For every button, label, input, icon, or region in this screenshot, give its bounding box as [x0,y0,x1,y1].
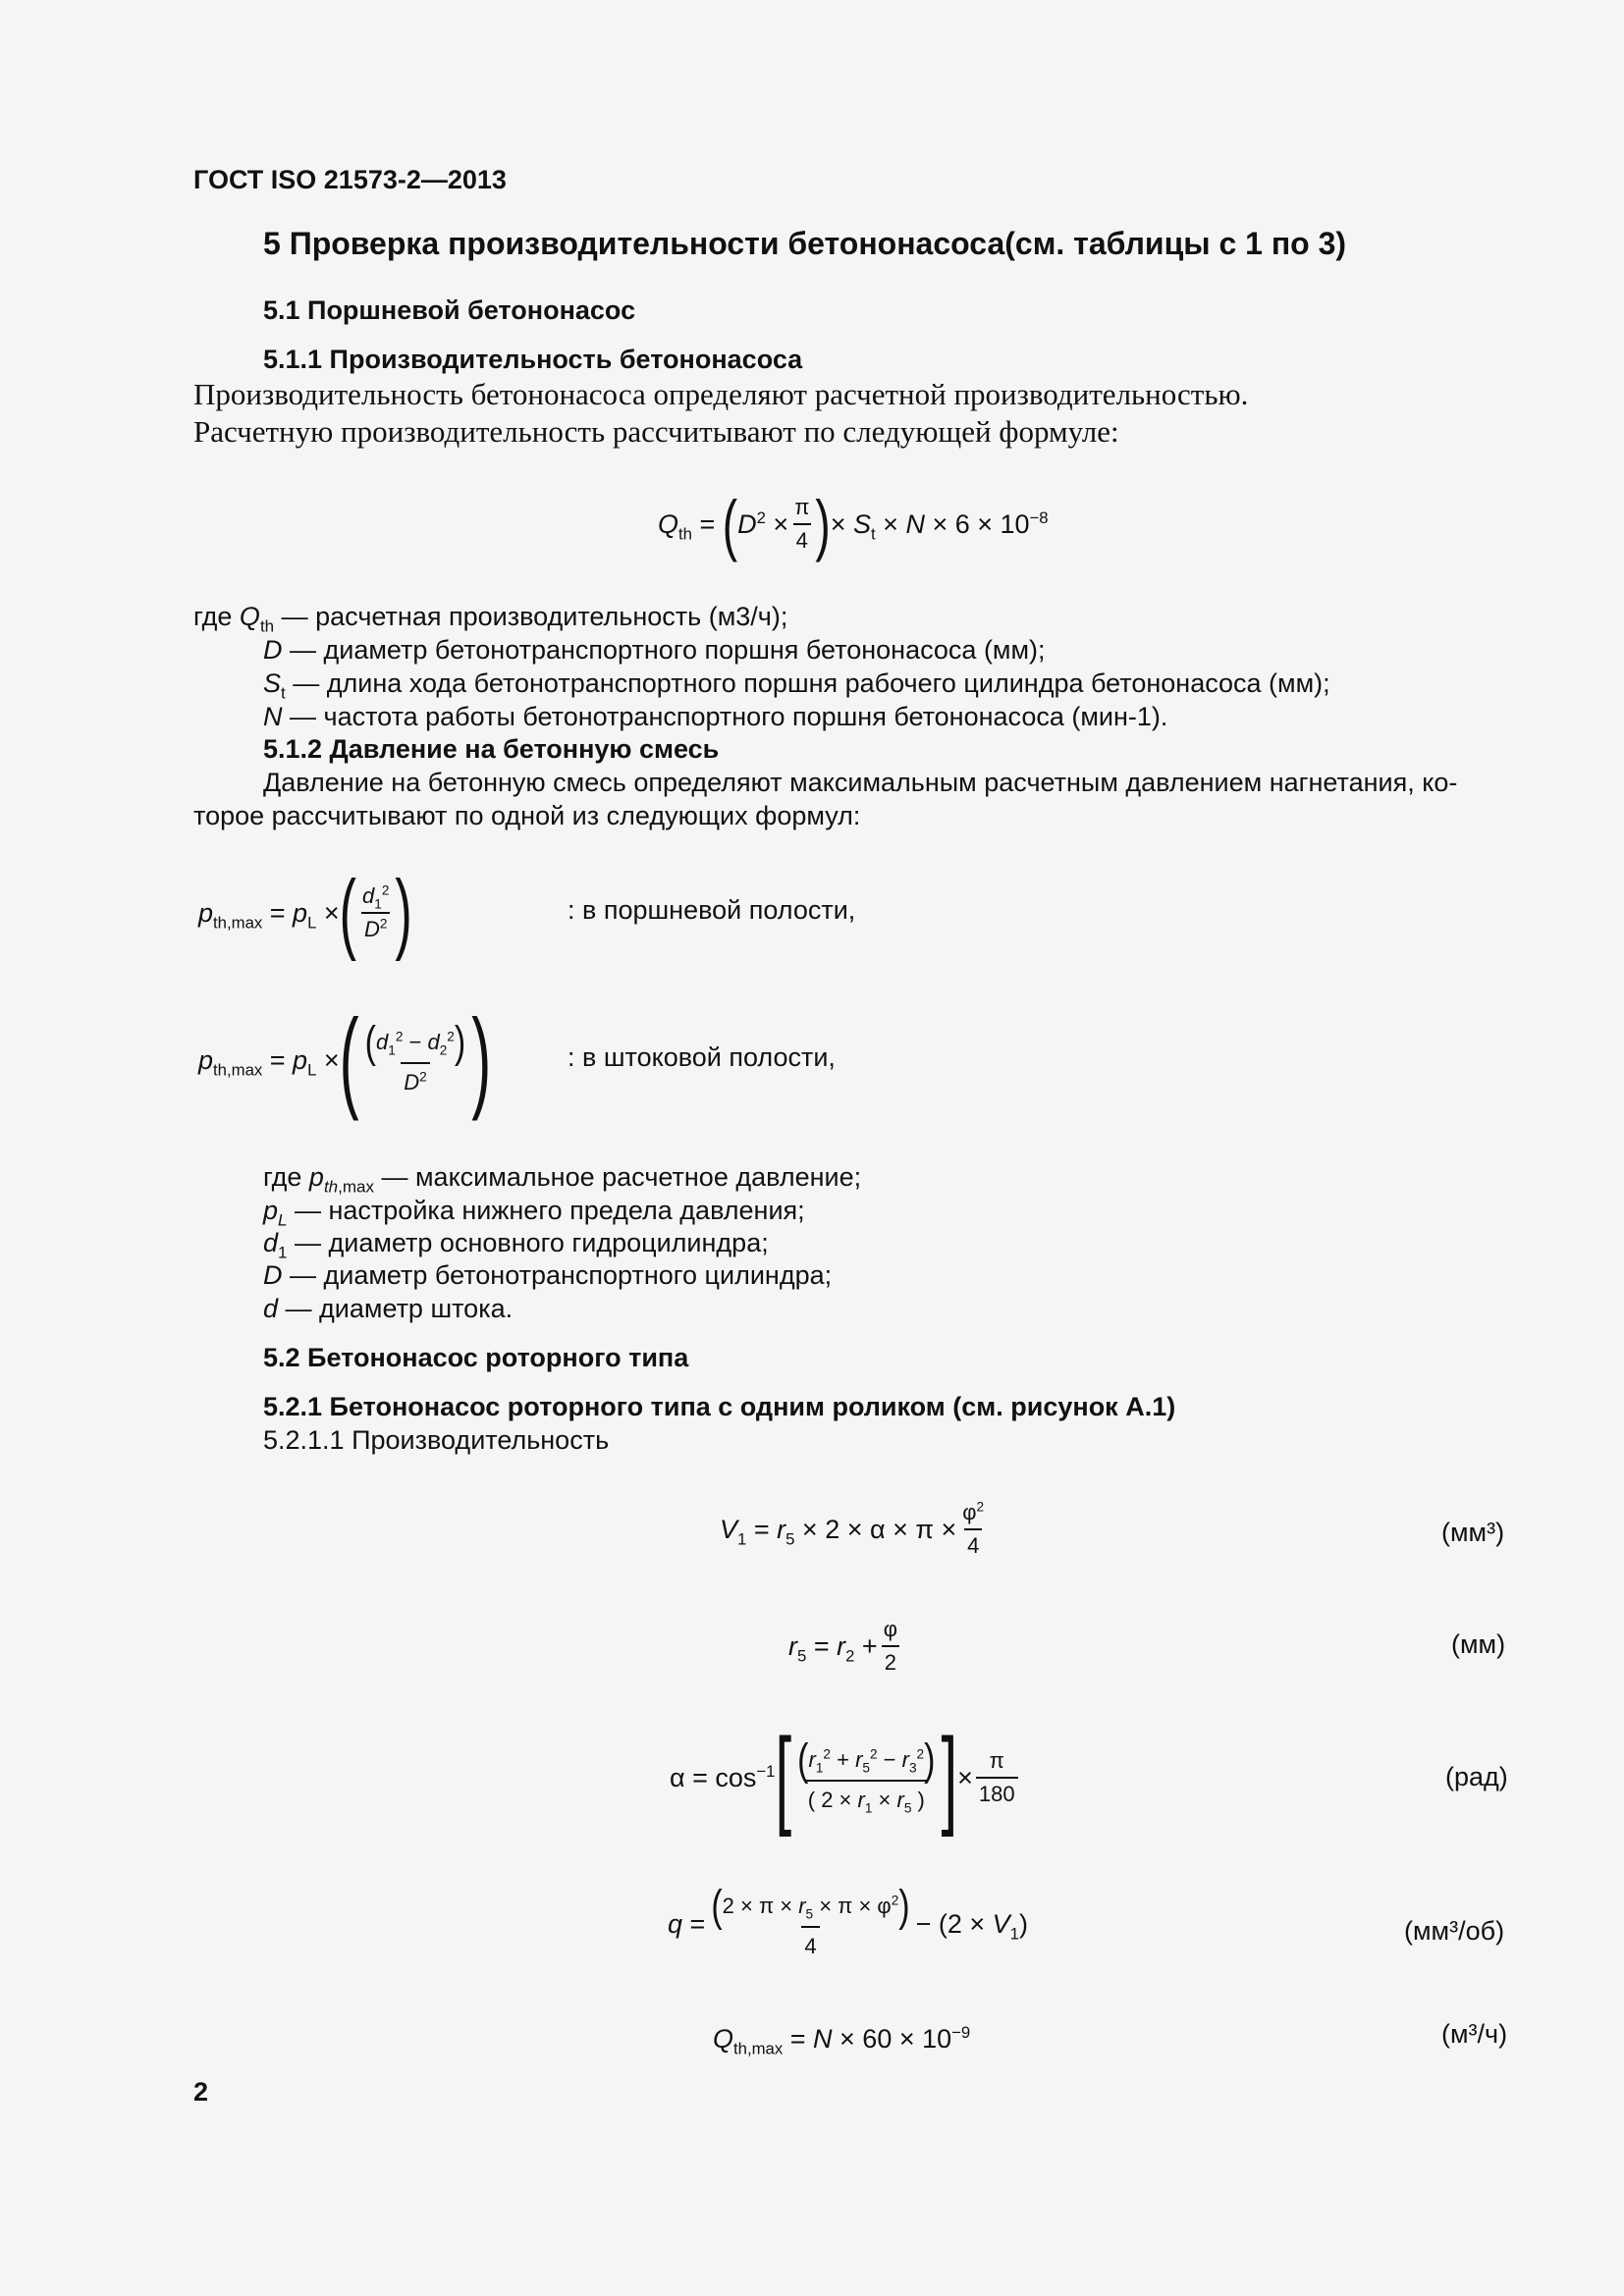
page-number: 2 [193,2077,209,2107]
where2-pl: $p_L$ — настройка нижнего предела давления; [263,1196,805,1230]
where2-D: D — диаметр бетонотранспортного цилиндра; [263,1260,833,1290]
where-d: D — диаметр бетонотранспортного поршня бетононасоса (мм); [263,635,1046,665]
subsection-5-1: 5.1 Поршневой бетононасос [263,295,636,325]
formula-pth-piston: $p_{th,max} = p_L$ × ( $\frac{d_1^2}{D^2}$ ) [198,863,412,963]
where-d-text: — диаметр бетонотранспортного поршня бетононасоса (мм); [282,635,1046,665]
formula-q: q = ( $2 \times \pi \times r_5 \times \pi \times \varphi^2$ ) 4 − $(2 \times V_1)$ [668,1881,1028,1958]
unit-v1: (мм³) [1441,1518,1505,1547]
formula-qth-max: $Q_{th,max} = N \times 60 \times 10^{-9}$ [713,2022,971,2057]
formula-note-rod: : в штоковой полости, [568,1042,836,1072]
subsection-5-1-1: 5.1.1 Производительность бетононасоса [263,345,803,374]
subsection-5-2-1-1: 5.2.1.1 Производительность [263,1425,610,1455]
formula-alpha: $\alpha = \cos^{-1}$ [ ( $r_1^2 + r_5^2 - r_3^2$ ) ( $2 \times r_1 \times r_5$ ) ] × $\frac{\pi}{180}$ [670,1720,1021,1836]
where-qth: где $Q_{th}$ — расчетная производительность (м3/ч); [193,602,788,636]
where2-pth-text: — максимальное расчетное давление; [373,1162,862,1192]
where2-d: d — диаметр штока. [263,1294,514,1323]
where-st: $S_t$ — длина хода бетонотранспортного поршня рабочего цилиндра бетононасоса (мм); [263,668,1330,703]
where2-D-text: — диаметр бетонотранспортного цилиндра; [282,1260,833,1290]
where-n-text: — частота работы бетонотранспортного поршня бетононасоса (мин-1). [282,702,1168,731]
formula-pth-rod: $p_{th,max} = p_L$ × ( ( $d_1^2 - d_2^2$ ) $D^2$ ) [198,996,492,1122]
section-title: 5 Проверка производительности бетононасоса(см. таблицы с 1 по 3) [263,226,1347,261]
where2-lead: где [263,1162,302,1192]
subsection-5-2: 5.2 Бетононасос роторного типа [263,1343,689,1372]
unit-alpha: (рад) [1445,1762,1508,1791]
where2-d-text: — диаметр штока. [278,1294,514,1323]
where2-d1: $d_1$ — диаметр основного гидроцилиндра; [263,1228,769,1262]
unit-r5: (мм) [1451,1629,1506,1659]
paragraph-3b: торое рассчитывают по одной из следующих формул: [193,801,861,830]
document-header: ГОСТ ISO 21573-2—2013 [193,165,507,194]
paragraph-3a: Давление на бетонную смесь определяют максимальным расчетным давлением нагнетания, ко- [263,768,1458,797]
unit-qth-max: (м³/ч) [1441,2019,1508,2049]
formula-r5: $r_5 = r_2$ + $\frac{\varphi}{2}$ [788,1617,897,1675]
formula-v1: $V_1 = r_5 \times 2 \times \alpha \times \pi$ × $\frac{\varphi^2}{4}$ [720,1499,985,1558]
where-n: N — частота работы бетонотранспортного поршня бетононасоса (мин-1). [263,702,1168,731]
where2-pl-text: — настройка нижнего предела давления; [287,1196,805,1225]
where2-d1-text: — диаметр основного гидроцилиндра; [287,1228,769,1257]
formula-note-piston: : в поршневой полости, [568,895,856,925]
subsection-5-2-1: 5.2.1 Бетононасос роторного типа с одним роликом (см. рисунок А.1) [263,1392,1176,1421]
paragraph-2: Расчетную производительность рассчитывают по следующей формуле: [193,414,1119,449]
where-lead: где [193,602,233,631]
unit-q: (мм³/об) [1404,1916,1505,1946]
where-qth-text: — расчетная производительность (м3/ч); [274,602,788,631]
where-st-text: — длина хода бетонотранспортного поршня рабочего цилиндра бетононасоса (мм); [285,668,1330,698]
paragraph-1: Производительность бетононасоса определяют расчетной производительностью. [193,377,1249,411]
subsection-5-1-2: 5.1.2 Давление на бетонную смесь [263,734,720,764]
where2-pth: где $p_{th,max}$ — максимальное расчетное давление; [263,1162,862,1197]
formula-qth: $Q_{th}$ = ( $D^2$ × $\frac{\pi}{4}$ ) × $S_t \times N \times 6 \times 10^{-8}$ [658,486,1049,562]
